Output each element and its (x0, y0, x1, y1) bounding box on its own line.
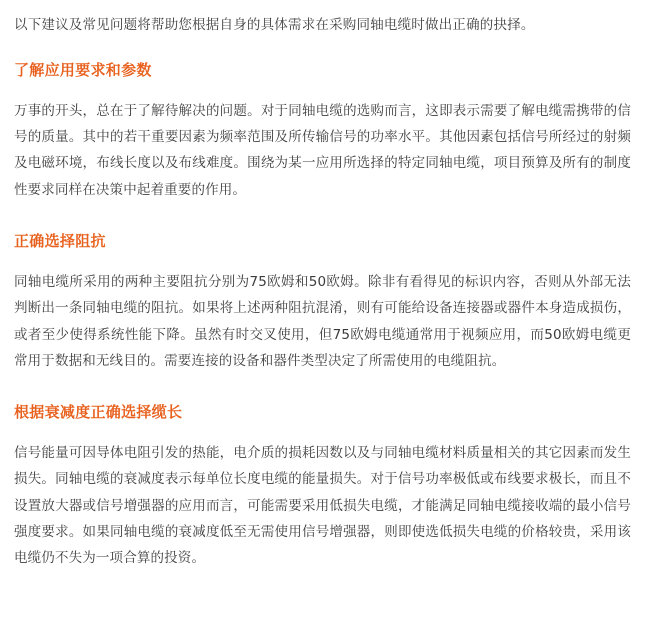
section-heading: 了解应用要求和参数 (14, 60, 152, 79)
section-body: 同轴电缆所采用的两种主要阻抗分别为75欧姆和50欧姆。除非有看得见的标识内容，否则从外部无法判断出一条同轴电缆的阻抗。如果将上述两种阻抗混淆，则有可能给设备连接器或器件本身造成损伤，或者至少使得系统性能下降。虽然有时交叉使用，但75欧姆电缆通常用于视频应用，而50欧姆电缆更常用于数据和无线目的。需要连接的设备和器件类型决定了所需使用的电缆阻抗。 (14, 273, 631, 369)
article-section (14, 400, 631, 572)
section-heading: 根据衰减度正确选择缆长 (14, 403, 183, 422)
article-section (14, 58, 631, 203)
section-heading: 正确选择阻抗 (14, 231, 106, 250)
intro-paragraph: 以下建议及常见问题将帮助您根据自身的具体需求在采购同轴电缆时做出正确的抉择。 (14, 17, 535, 33)
article-section (14, 229, 631, 374)
section-body: 信号能量可因导体电阻引发的热能，电介质的损耗因数以及与同轴电缆材料质量相关的其它因素而发生损失。同轴电缆的衰减度表示每单位长度电缆的能量损失。对于信号功率极低或布线要求极长，而且不设置放大器或信号增强器的应用而言，可能需要采用低损失电缆，才能满足同轴电缆接收端的最小信号强度要求。如果同轴电缆的衰减度低至无需使用信号增强器，则即使选低损失电缆的价格较贵，采用该电缆仍不失为一项合算的投资。 (14, 445, 631, 567)
section-body: 万事的开头，总在于了解待解决的问题。对于同轴电缆的选购而言，这即表示需要了解电缆需携带的信号的质量。其中的若干重要因素为频率范围及所传输信号的功率水平。其他因素包括信号所经过的射频及电磁环境，布线长度以及布线难度。围绕为某一应用所选择的特定同轴电缆，项目预算及所有的制度性要求同样在决策中起着重要的作用。 (14, 102, 631, 198)
